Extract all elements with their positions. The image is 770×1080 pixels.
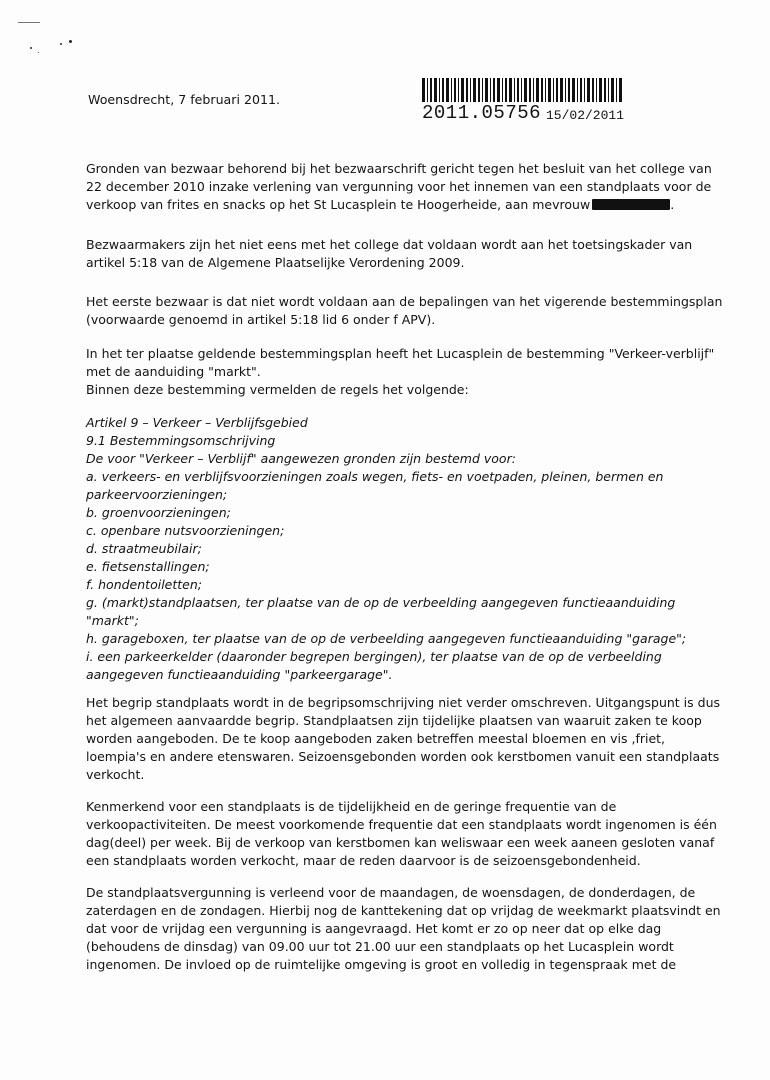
- text-line: verkocht.: [86, 767, 145, 782]
- registration-date: 15/02/2011: [546, 108, 625, 123]
- text-line: het algemeen aanvaardde begrip. Standplaatsen zijn tijdelijke plaatsen van waaruit zaken te koop: [86, 713, 702, 728]
- text-line: Binnen deze bestemming vermelden de regels het volgende:: [86, 382, 469, 397]
- text-line: verkoopactiviteiten. De meest voorkomende frequentie dat een standplaats wordt ingenomen is één: [86, 817, 717, 832]
- registration-stamp: [418, 78, 638, 130]
- quote-line: "markt";: [86, 613, 139, 628]
- text-line: met de aanduiding "markt".: [86, 364, 261, 379]
- paragraph-1: [86, 160, 712, 214]
- quote-line: Artikel 9 – Verkeer – Verblijfsgebied: [86, 415, 308, 430]
- paragraph-5: [86, 694, 721, 784]
- registration-number: 2011.05756: [422, 102, 542, 124]
- scan-speck: [38, 52, 39, 53]
- quote-line: d. straatmeubilair;: [86, 541, 202, 556]
- paragraph-3: [86, 293, 723, 329]
- text-line: Kenmerkend voor een standplaats is de tijdelijkheid en de geringe frequentie van de: [86, 799, 617, 814]
- text-line: dag(deel) per week. Bij de verkoop van kerstbomen kan weliswaar een week aaneen gesloten vanaf: [86, 835, 715, 850]
- text-line: (voorwaarde genoemd in artikel 5:18 lid 6 onder f APV).: [86, 312, 436, 327]
- text-line: Bezwaarmakers zijn het niet eens met het college dat voldaan wordt aan het toetsingskader van: [86, 237, 693, 252]
- text-line: 22 december 2010 inzake verlening van vergunning voor het innemen van een standplaats voor de: [86, 179, 712, 194]
- quote-line: i. een parkeerkelder (daaronder begrepen bergingen), ter plaatse van de op de verbeelding: [86, 649, 662, 664]
- quote-line: c. openbare nutsvoorzieningen;: [86, 523, 285, 538]
- scan-speck: [69, 40, 72, 43]
- quote-line: e. fietsenstallingen;: [86, 559, 210, 574]
- paragraph-6: [86, 798, 717, 870]
- quote-line: g. (markt)standplaatsen, ter plaatse van de op de verbeelding aangegeven functieaanduiding: [86, 595, 676, 610]
- scan-artifact-line: [18, 22, 40, 23]
- quote-line: a. verkeers- en verblijfsvoorzieningen zoals wegen, fiets- en voetpaden, pleinen, bermen en: [86, 469, 664, 484]
- text-line: artikel 5:18 van de Algemene Plaatselijke Verordening 2009.: [86, 255, 465, 270]
- text-line: ingenomen. De invloed op de ruimtelijke omgeving is groot en volledig in tegenspraak met de: [86, 957, 677, 972]
- text-line: loempia's en andere etenswaren. Seizoensgebonden worden ook kerstbomen vanuit een standplaats: [86, 749, 720, 764]
- paragraph-4: [86, 345, 715, 399]
- quoted-regulation: [86, 414, 686, 684]
- quote-line: f. hondentoiletten;: [86, 577, 202, 592]
- quote-line: h. garageboxen, ter plaatse van de op de verbeelding aangegeven functieaanduiding "garage";: [86, 631, 687, 646]
- text-line: Het eerste bezwaar is dat niet wordt voldaan aan de bepalingen van het vigerende bestemmingsplan: [86, 294, 723, 309]
- text-line: worden aangeboden. De te koop aangeboden zaken betreffen meestal bloemen en vis ,friet,: [86, 731, 666, 746]
- quote-line: parkeervoorzieningen;: [86, 487, 228, 502]
- text-line: Gronden van bezwaar behorend bij het bezwaarschrift gericht tegen het besluit van het college van: [86, 161, 712, 176]
- paragraph-7: [86, 884, 721, 974]
- text-line: In het ter plaatse geldende bestemmingsplan heeft het Lucasplein de bestemming "Verkeer-verblijf": [86, 346, 715, 361]
- scan-speck: [60, 43, 62, 45]
- quote-line: De voor "Verkeer – Verblijf" aangewezen gronden zijn bestemd voor:: [86, 451, 516, 466]
- text-line: (behoudens de dinsdag) van 09.00 uur tot 21.00 uur een standplaats op het Lucasplein wordt: [86, 939, 674, 954]
- text-line: dat voor de vrijdag een vergunning is aangevraagd. Het komt er zo op neer dat op elke dag: [86, 921, 662, 936]
- text-line: [86, 196, 686, 214]
- text-line: De standplaatsvergunning is verleend voor de maandagen, de woensdagen, de donderdagen, de: [86, 885, 696, 900]
- quote-line: 9.1 Bestemmingsomschrijving: [86, 433, 276, 448]
- text-line-part: verkoop van frites en snacks op het St Lucasplein te Hoogerheide, aan mevrouw: [86, 197, 591, 212]
- text-line: Het begrip standplaats wordt in de begripsomschrijving niet verder omschreven. Uitgangspunt is dus: [86, 695, 721, 710]
- quote-line: aangegeven functieaanduiding "parkeergarage".: [86, 667, 393, 682]
- redacted-name: [592, 199, 670, 210]
- scan-speck: [30, 47, 32, 49]
- text-line: zaterdagen en de zondagen. Hierbij nog de kanttekening dat op vrijdag de weekmarkt plaatsvindt en: [86, 903, 721, 918]
- text-line-end: .: [670, 197, 675, 212]
- letter-date: Woensdrecht, 7 februari 2011.: [88, 92, 281, 107]
- text-line: een standplaats worden verkocht, maar de reden daarvoor is de seizoensgebondenheid.: [86, 853, 641, 868]
- barcode-icon: [422, 78, 622, 102]
- quote-line: b. groenvoorzieningen;: [86, 505, 231, 520]
- paragraph-2: [86, 236, 693, 272]
